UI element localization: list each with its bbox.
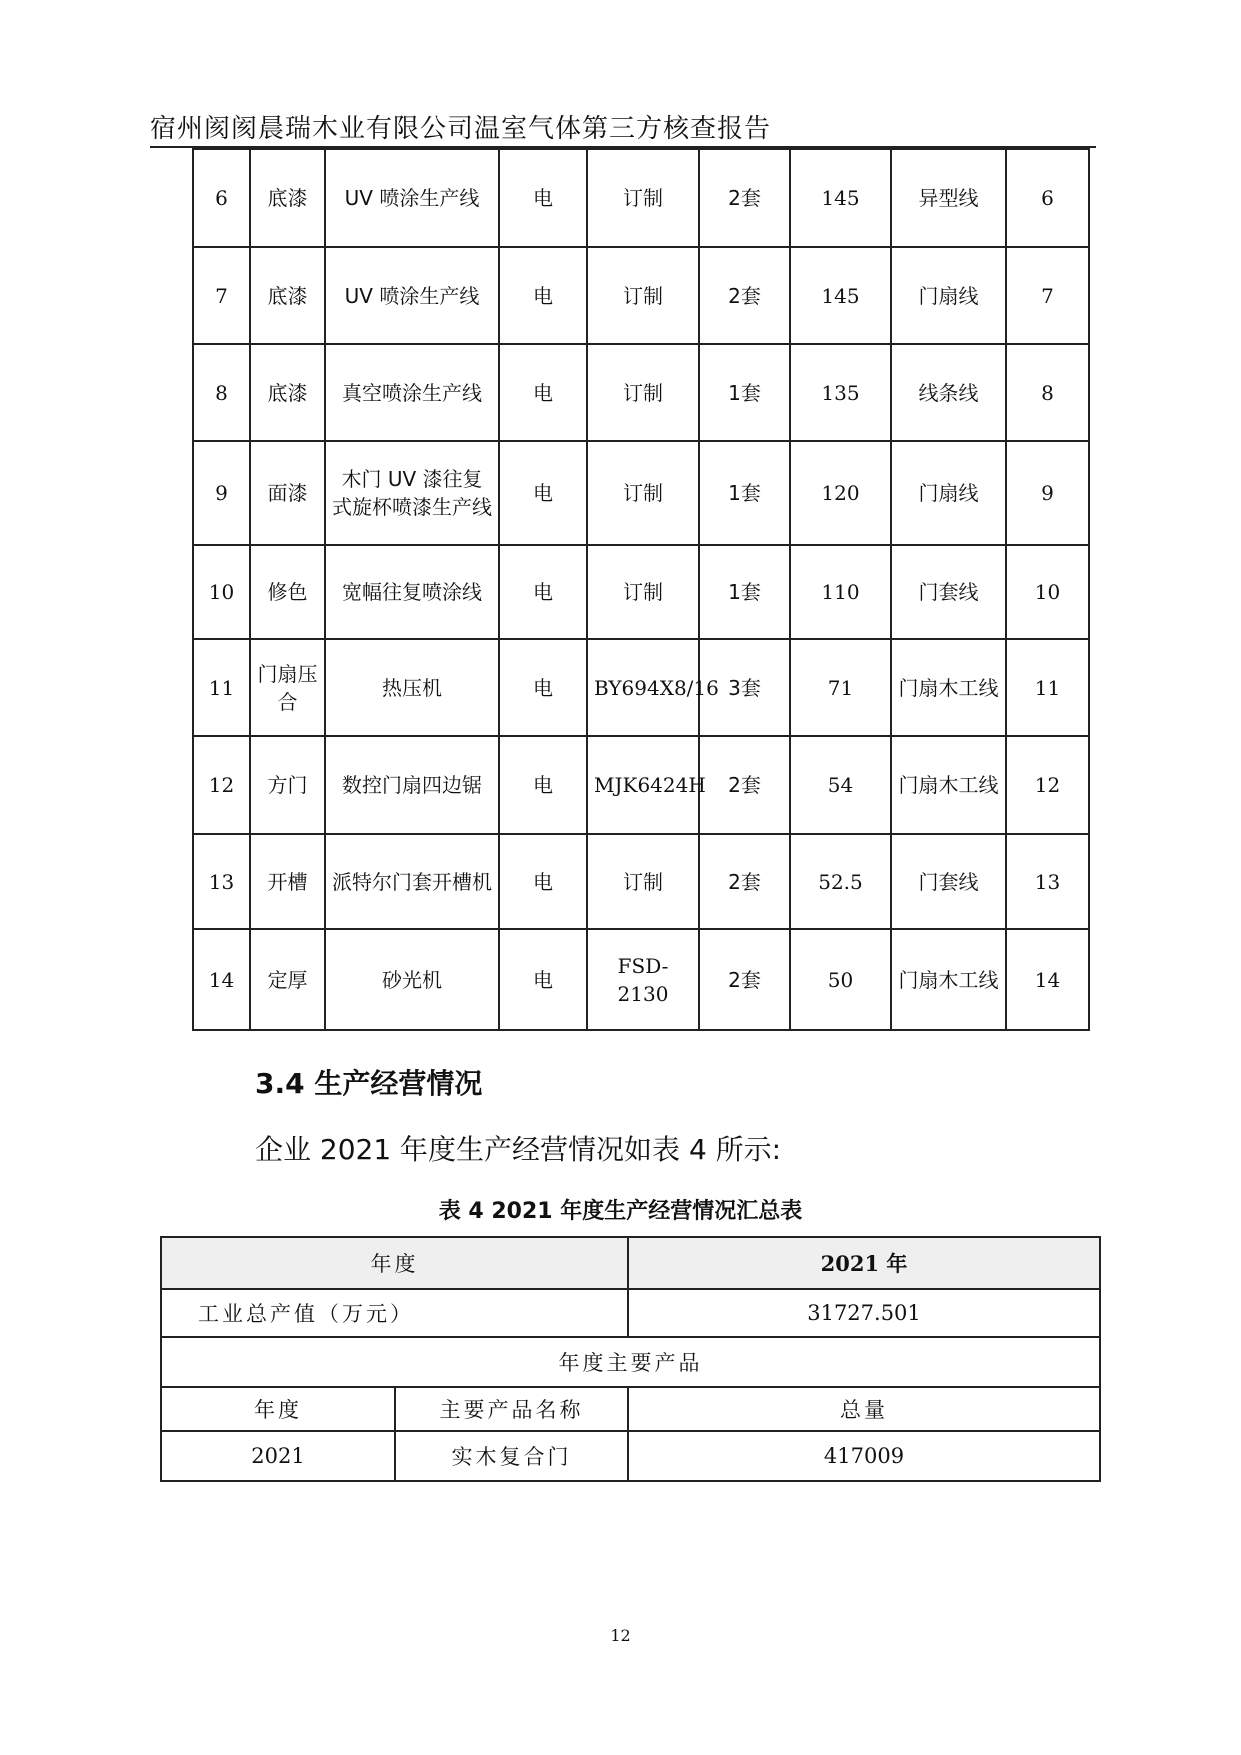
equipment-row [193,441,1089,545]
cell-process: 底漆 [250,149,325,247]
cell-quantity: 1套 [699,441,790,545]
cell-number: 12 [193,736,250,834]
cell-power: 145 [790,149,891,247]
section-heading: 3.4 生产经营情况 [255,1067,483,1100]
cell-quantity: 1套 [699,545,790,639]
product-total: 417009 [628,1431,1100,1481]
cell-quantity: 2套 [699,149,790,247]
equipment-row [193,344,1089,441]
cell-energy: 电 [499,929,587,1030]
cell-sequence: 8 [1006,344,1089,441]
cell-model: 订制 [587,441,699,545]
product-year: 2021 [161,1431,395,1481]
cell-power: 110 [790,545,891,639]
products-heading: 年度主要产品 [161,1337,1100,1387]
summary-row-year [161,1237,1100,1289]
cell-number: 10 [193,545,250,639]
cell-power: 71 [790,639,891,736]
summary-row-products-heading [161,1337,1100,1387]
cell-energy: 电 [499,441,587,545]
cell-energy: 电 [499,149,587,247]
column-header-year: 年度 [161,1387,395,1431]
cell-production-line: 门套线 [891,545,1006,639]
report-header-title: 宿州阂阂晨瑞木业有限公司温室气体第三方核查报告 [150,114,772,144]
equipment-row [193,929,1089,1030]
cell-equipment-name: 砂光机 [325,929,499,1030]
cell-production-line: 异型线 [891,149,1006,247]
cell-quantity: 2套 [699,834,790,929]
cell-model: 订制 [587,344,699,441]
equipment-row [193,639,1089,736]
cell-sequence: 12 [1006,736,1089,834]
cell-power: 135 [790,344,891,441]
output-label: 工业总产值（万元） [161,1289,628,1337]
cell-quantity: 2套 [699,247,790,344]
cell-production-line: 门扇木工线 [891,929,1006,1030]
section-intro: 企业 2021 年度生产经营情况如表 4 所示: [255,1133,782,1166]
cell-equipment-name: UV 喷涂生产线 [325,247,499,344]
cell-sequence: 10 [1006,545,1089,639]
cell-quantity: 2套 [699,929,790,1030]
cell-sequence: 9 [1006,441,1089,545]
product-name: 实木复合门 [395,1431,628,1481]
cell-equipment-name: UV 喷涂生产线 [325,149,499,247]
cell-quantity: 2套 [699,736,790,834]
cell-model: 订制 [587,247,699,344]
equipment-row [193,247,1089,344]
cell-process: 门扇压合 [250,639,325,736]
cell-energy: 电 [499,834,587,929]
equipment-table [192,148,1090,1031]
cell-sequence: 7 [1006,247,1089,344]
output-value: 31727.501 [628,1289,1100,1337]
cell-model: BY694X8/16 [587,639,699,736]
page-number: 12 [610,1626,631,1645]
cell-power: 120 [790,441,891,545]
cell-number: 6 [193,149,250,247]
cell-process: 方门 [250,736,325,834]
equipment-row [193,736,1089,834]
cell-number: 9 [193,441,250,545]
cell-number: 13 [193,834,250,929]
year-label: 年度 [161,1237,628,1289]
cell-sequence: 6 [1006,149,1089,247]
cell-quantity: 3套 [699,639,790,736]
cell-sequence: 11 [1006,639,1089,736]
cell-number: 8 [193,344,250,441]
cell-production-line: 门扇木工线 [891,639,1006,736]
cell-production-line: 门扇线 [891,247,1006,344]
cell-number: 11 [193,639,250,736]
equipment-row [193,545,1089,639]
cell-equipment-name: 热压机 [325,639,499,736]
cell-process: 开槽 [250,834,325,929]
cell-equipment-name: 木门 UV 漆往复式旋杯喷漆生产线 [325,441,499,545]
production-summary-table [160,1236,1101,1482]
year-value: 2021 年 [628,1237,1100,1289]
cell-model: 订制 [587,545,699,639]
cell-model: MJK6424H [587,736,699,834]
cell-number: 7 [193,247,250,344]
cell-equipment-name: 数控门扇四边锯 [325,736,499,834]
cell-number: 14 [193,929,250,1030]
equipment-row [193,834,1089,929]
cell-process: 修色 [250,545,325,639]
cell-process: 底漆 [250,344,325,441]
cell-sequence: 13 [1006,834,1089,929]
summary-row-product [161,1431,1100,1481]
cell-process: 面漆 [250,441,325,545]
table-caption: 表 4 2021 年度生产经营情况汇总表 [438,1199,803,1224]
cell-power: 145 [790,247,891,344]
column-header-product: 主要产品名称 [395,1387,628,1431]
cell-energy: 电 [499,545,587,639]
cell-equipment-name: 宽幅往复喷涂线 [325,545,499,639]
cell-production-line: 线条线 [891,344,1006,441]
cell-quantity: 1套 [699,344,790,441]
cell-production-line: 门扇木工线 [891,736,1006,834]
cell-sequence: 14 [1006,929,1089,1030]
cell-power: 52.5 [790,834,891,929]
cell-model: 订制 [587,149,699,247]
cell-energy: 电 [499,344,587,441]
cell-process: 底漆 [250,247,325,344]
cell-model: FSD-2130 [587,929,699,1030]
cell-equipment-name: 派特尔门套开槽机 [325,834,499,929]
cell-equipment-name: 真空喷涂生产线 [325,344,499,441]
cell-power: 54 [790,736,891,834]
summary-row-columns [161,1387,1100,1431]
cell-model: 订制 [587,834,699,929]
cell-power: 50 [790,929,891,1030]
cell-production-line: 门套线 [891,834,1006,929]
cell-energy: 电 [499,247,587,344]
cell-energy: 电 [499,736,587,834]
cell-process: 定厚 [250,929,325,1030]
equipment-row [193,149,1089,247]
cell-energy: 电 [499,639,587,736]
summary-row-output [161,1289,1100,1337]
cell-production-line: 门扇线 [891,441,1006,545]
column-header-total: 总量 [628,1387,1100,1431]
